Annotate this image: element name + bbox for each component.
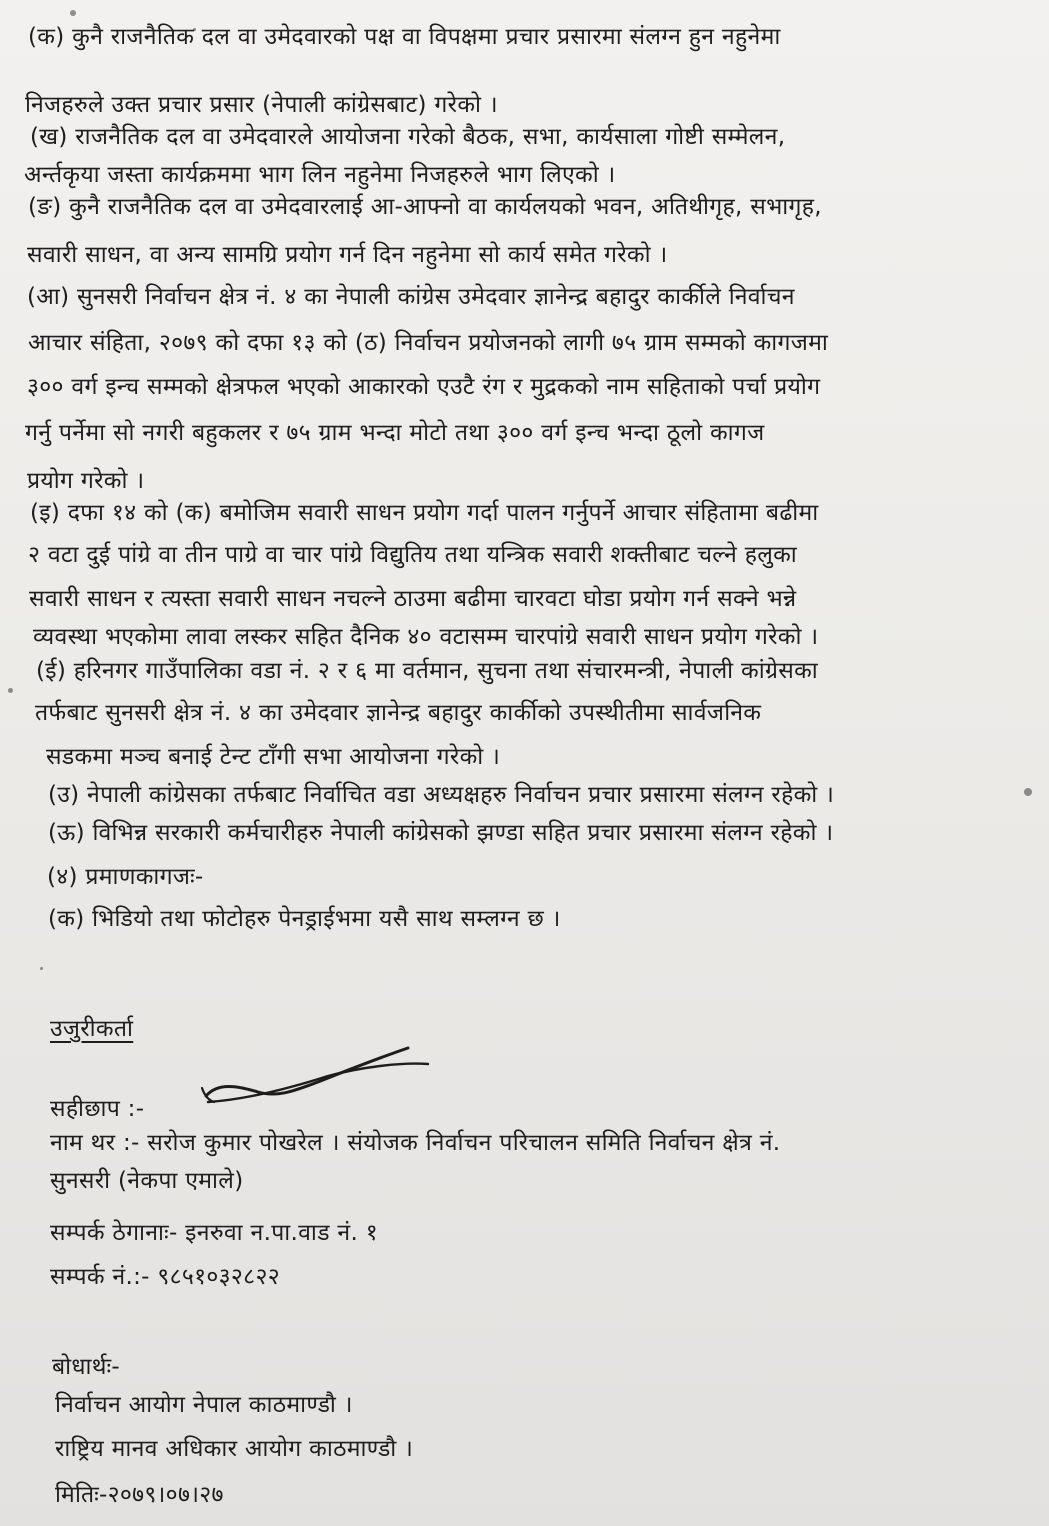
- complaint-line: (उ) नेपाली कांग्रेसका तर्फबाट निर्वाचित वडा अध्यक्षहरु निर्वाचन प्रचार प्रसारमा संलग्न रहेको ।: [48, 782, 835, 808]
- handwritten-signature: [168, 1042, 468, 1122]
- complaint-line: सवारी साधन, वा अन्य सामग्रि प्रयोग गर्न दिन नहुनेमा सो कार्य समेत गरेको ।: [27, 242, 668, 268]
- complaint-line: गर्नु पर्नेमा सो नगरी बहुकलर र ७५ ग्राम भन्दा मोटो तथा ३०० वर्ग इन्च भन्दा ठूलो कागज: [25, 420, 765, 446]
- cc-recipient: राष्ट्रिय मानव अधिकार आयोग काठमाण्डौ ।: [55, 1436, 414, 1462]
- complaint-line: प्रयोग गरेको ।: [27, 468, 145, 494]
- complaint-line: तर्फबाट सुनसरी क्षेत्र नं. ४ का उमेदवार ज्ञानेन्द्र बहादुर कार्कीको उपस्थीतीमा सार्वजनिक: [35, 700, 762, 726]
- complaint-line: आचार संहिता, २०७९ को दफा १३ को (ठ) निर्वाचन प्रयोजनको लागी ७५ ग्राम सम्मको कागजमा: [28, 330, 829, 356]
- complainant-name-line: नाम थर :- सरोज कुमार पोखरेल । संयोजक निर्वाचन परिचालन समिति निर्वाचन क्षेत्र नं.: [50, 1130, 781, 1156]
- complainant-phone-line: सम्पर्क नं.:- ९८५१०३२८२२: [50, 1264, 280, 1290]
- complaint-line: अर्न्तकृया जस्ता कार्यक्रममा भाग लिन नहुनेमा निजहरुले भाग लिएको ।: [24, 162, 616, 188]
- cc-recipient: निर्वाचन आयोग नेपाल काठमाण्डौ ।: [55, 1392, 353, 1418]
- signature-label: सहीछाप :-: [50, 1096, 145, 1122]
- scan-speck: [40, 967, 43, 970]
- complaint-line: (ख) राजनैतिक दल वा उमेदवारले आयोजना गरेको बैठक, सभा, कार्यसाला गोष्टी सम्मेलन,: [30, 124, 786, 150]
- scan-speck: [8, 688, 13, 693]
- complaint-line: (इ) दफा १४ को (क) बमोजिम सवारी साधन प्रयोग गर्दा पालन गर्नुपर्ने आचार संहितामा बढीमा: [30, 500, 819, 526]
- complaint-line: (क) भिडियो तथा फोटोहरु पेनड्राईभमा यसै साथ सम्लग्न छ ।: [48, 906, 561, 932]
- cc-label: बोधार्थः-: [52, 1354, 121, 1380]
- date-line: मितिः-२०७९।०७।२७: [55, 1482, 224, 1508]
- complaint-line: (ऊ) विभिन्न सरकारी कर्मचारीहरु नेपाली कांग्रेसको झण्डा सहित प्रचार प्रसारमा संलग्न रहेको ।: [48, 820, 834, 846]
- scan-speck: [1024, 788, 1032, 796]
- complaint-line: व्यवस्था भएकोमा लावा लस्कर सहित दैनिक ४० वटासम्म चारपांग्रे सवारी साधन प्रयोग गरेको ।: [33, 624, 819, 650]
- complaint-line: ३०० वर्ग इन्च सम्मको क्षेत्रफल भएको आकारको एउटै रंग र मुद्रकको नाम सहिताको पर्चा प्रयोग: [27, 374, 821, 400]
- complaint-line: (क) कुनै राजनैतिक दल वा उमेदवारको पक्ष वा विपक्षमा प्रचार प्रसारमा संलग्न हुन नहुनेमा: [28, 24, 781, 50]
- complaint-line: २ वटा दुई पांग्रे वा तीन पाग्रे वा चार पांग्रे विद्युतिय तथा यन्त्रिक सवारी शक्तीबाट चल्ने हलुका: [28, 542, 798, 568]
- complaint-line: (ङ) कुनै राजनैतिक दल वा उमेदवारलाई आ-आफ्नो वा कार्यलयको भवन, अतिथीगृह, सभागृह,: [28, 194, 822, 220]
- scan-speck: [70, 10, 76, 16]
- complainant-address-line: सम्पर्क ठेगानाः- इनरुवा न.पा.वाड नं. १: [50, 1220, 378, 1246]
- complainant-heading: उजुरीकर्ता: [50, 1016, 134, 1042]
- complaint-line: (४) प्रमाणकागजः-: [47, 864, 204, 890]
- complaint-line: निजहरुले उक्त प्रचार प्रसार (नेपाली कांग्रेसबाट) गरेको ।: [25, 92, 498, 118]
- complaint-line: सडकमा मञ्च बनाई टेन्ट टाँगी सभा आयोजना गरेको ।: [46, 744, 501, 770]
- complaint-line: (ई) हरिनगर गाउँपालिका वडा नं. २ र ६ मा वर्तमान, सुचना तथा संचारमन्त्री, नेपाली कांग्रेसका: [36, 658, 818, 684]
- complaint-line: सवारी साधन र त्यस्ता सवारी साधन नचल्ने ठाउमा बढीमा चारवटा घोडा प्रयोग गर्न सक्ने भन्ने: [29, 586, 797, 612]
- complainant-party-line: सुनसरी (नेकपा एमाले): [50, 1168, 244, 1194]
- complaint-line: (आ) सुनसरी निर्वाचन क्षेत्र नं. ४ का नेपाली कांग्रेस उमेदवार ज्ञानेन्द्र बहादुर कार्कीले निर्वाचन: [27, 284, 795, 310]
